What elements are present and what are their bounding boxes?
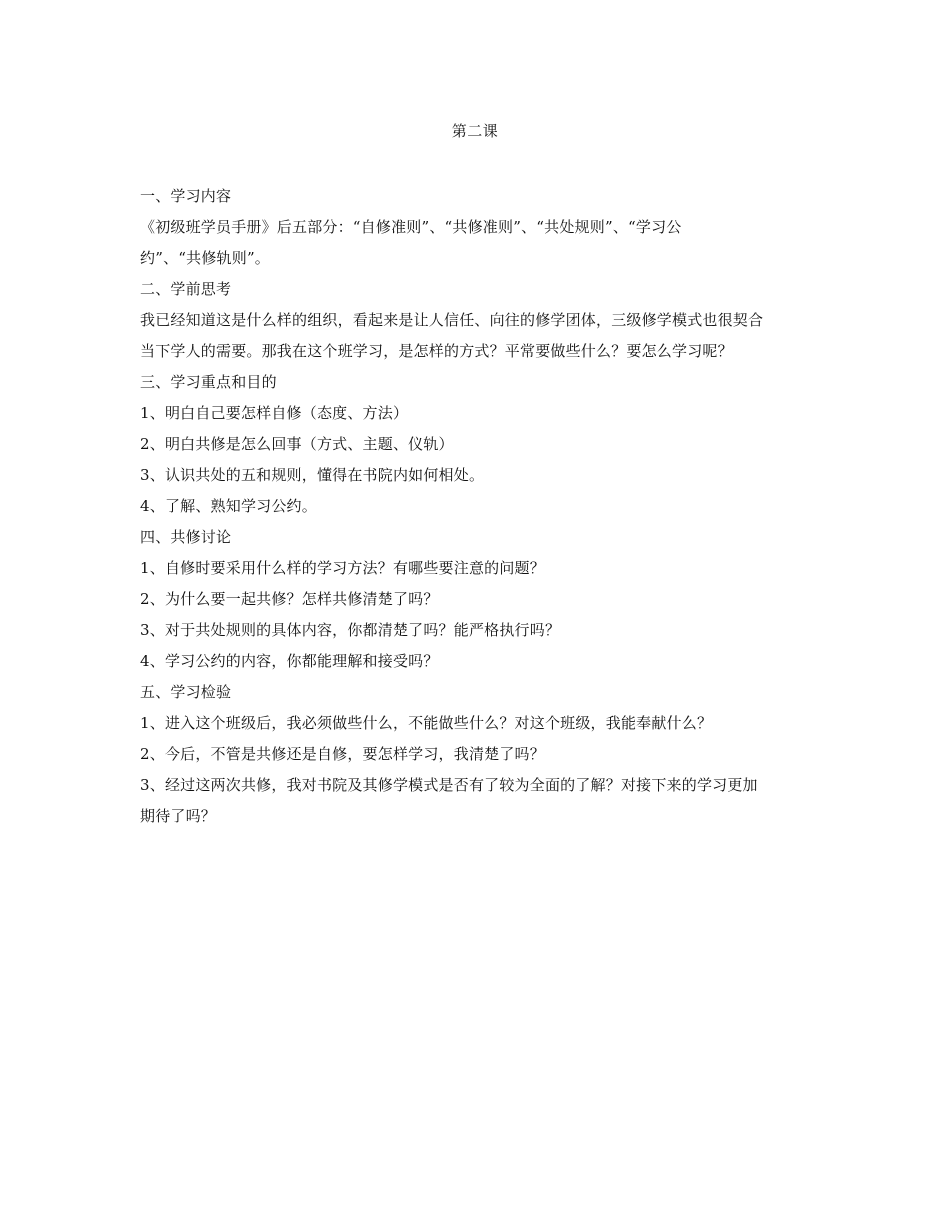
paragraph-line: 《初级班学员手册》后五部分：“自修准则”、“共修准则”、“共处规则”、“学习公 xyxy=(140,218,682,236)
section-heading-pre-study-thinking: 二、学前思考 xyxy=(140,280,232,298)
paragraph-line: 约”、“共修轨则”。 xyxy=(140,249,271,267)
list-item: 1、进入这个班级后，我必须做些什么，不能做些什么？对这个班级，我能奉献什么？ xyxy=(140,714,713,732)
list-item: 2、今后，不管是共修还是自修，要怎样学习，我清楚了吗？ xyxy=(140,745,545,763)
section-heading-learning-check: 五、学习检验 xyxy=(140,683,232,701)
document-body xyxy=(140,181,812,832)
section-heading-key-points-and-goals: 三、学习重点和目的 xyxy=(140,373,277,391)
section-heading-learning-content: 一、学习内容 xyxy=(140,187,232,205)
list-item: 2、为什么要一起共修？怎样共修清楚了吗？ xyxy=(140,590,439,608)
list-item: 4、了解、熟知学习公约。 xyxy=(140,497,317,515)
list-item: 3、认识共处的五和规则，懂得在书院内如何相处。 xyxy=(140,466,485,484)
page-title: 第二课 xyxy=(451,122,499,140)
list-item: 2、明白共修是怎么回事（方式、主题、仪轨） xyxy=(140,435,454,453)
list-item: 1、自修时要采用什么样的学习方法？有哪些要注意的问题？ xyxy=(140,559,545,577)
list-item: 3、经过这两次共修，我对书院及其修学模式是否有了较为全面的了解？对接下来的学习更加 xyxy=(140,776,758,794)
list-item-continuation: 期待了吗？ xyxy=(140,807,217,825)
paragraph-line: 我已经知道这是什么样的组织，看起来是让人信任、向往的修学团体，三级修学模式也很契合 xyxy=(140,311,764,329)
list-item: 4、学习公约的内容，你都能理解和接受吗？ xyxy=(140,652,439,670)
section-heading-group-discussion: 四、共修讨论 xyxy=(140,528,232,546)
paragraph-line: 当下学人的需要。那我在这个班学习，是怎样的方式？平常要做些什么？要怎么学习呢？ xyxy=(140,342,733,360)
list-item: 1、明白自己要怎样自修（态度、方法） xyxy=(140,404,409,422)
list-item: 3、对于共处规则的具体内容，你都清楚了吗？能严格执行吗？ xyxy=(140,621,561,639)
